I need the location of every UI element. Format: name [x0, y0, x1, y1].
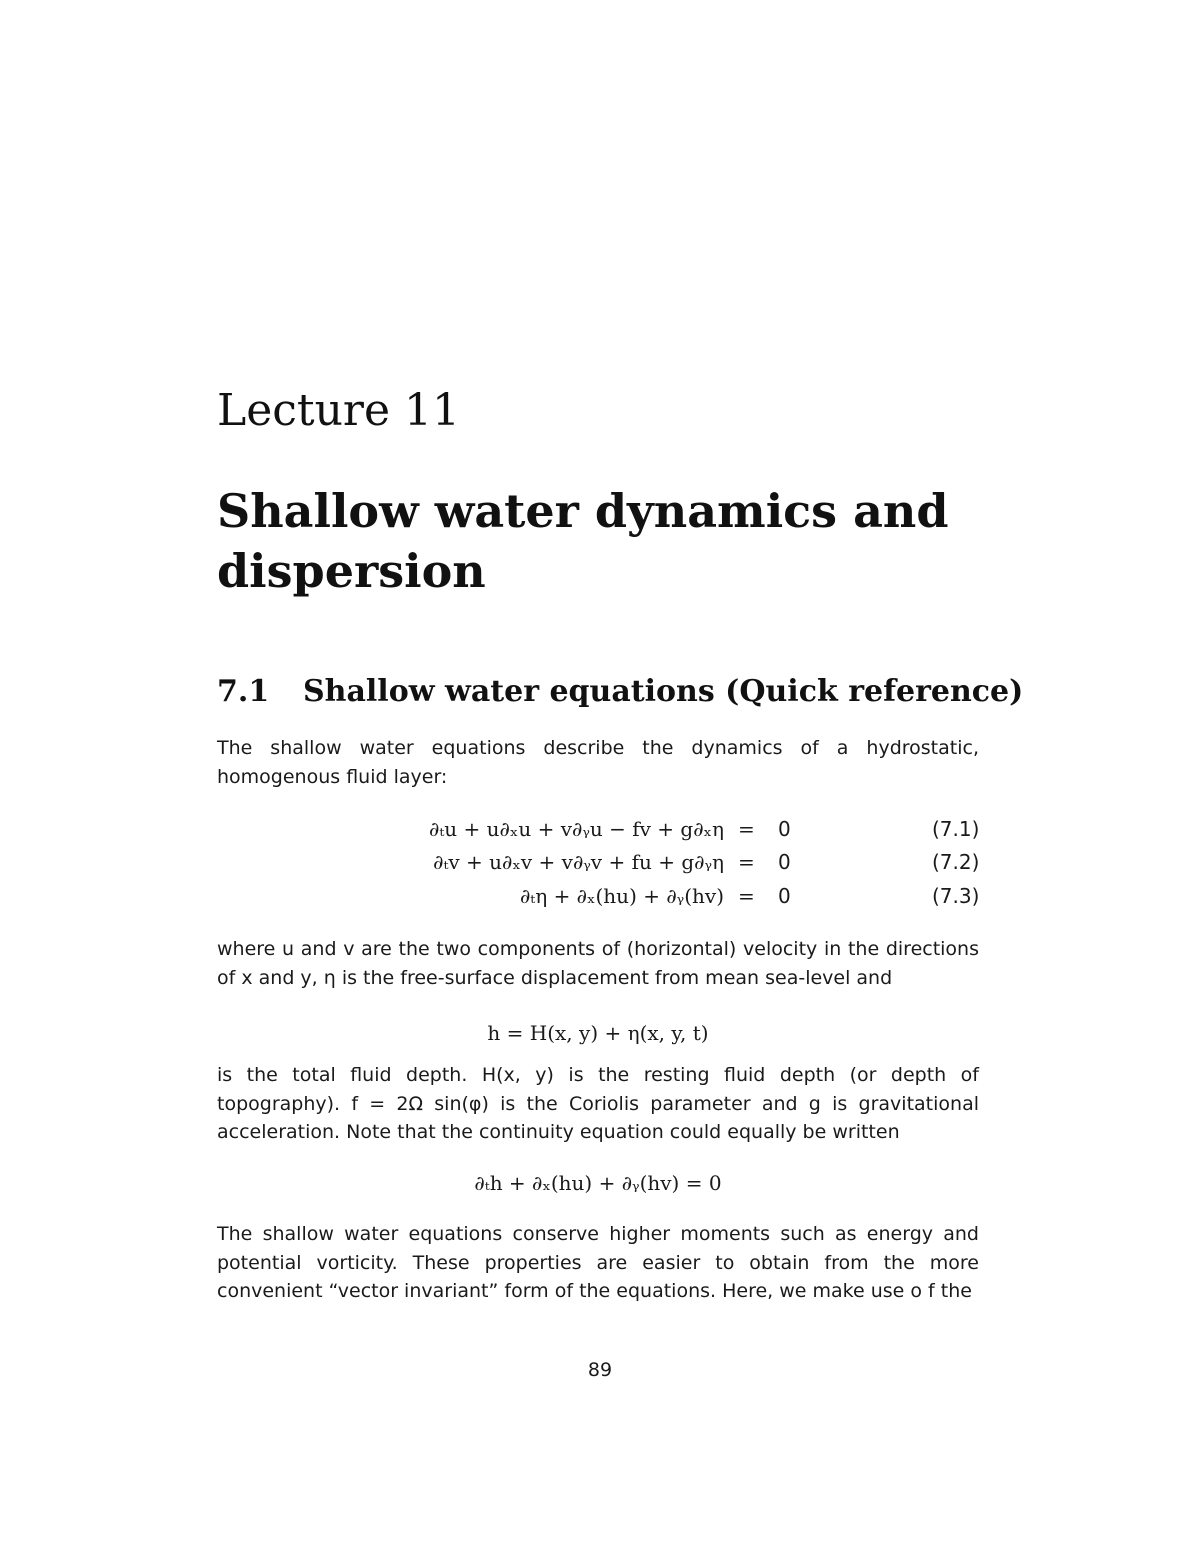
equation-rhs: 0	[778, 850, 791, 874]
section-title: Shallow water equations (Quick reference)	[303, 674, 1024, 709]
equation-number: (7.3)	[932, 884, 980, 908]
where-paragraph: where u and v are the two components of (horizontal) velocity in the directions of x and y, η is the free-surface displacement from mean sea-level and	[217, 938, 979, 989]
intro-paragraph: The shallow water equations describe the dynamics of a hydrostatic, homogenous fluid layer:	[217, 737, 979, 788]
section-heading	[217, 672, 1024, 712]
equation-relation: =	[738, 817, 755, 841]
equation-number: (7.1)	[932, 817, 980, 841]
equation-relation: =	[738, 850, 755, 874]
equation-lhs: ∂ₜη + ∂ₓ(hu) + ∂ᵧ(hv)	[519, 884, 724, 908]
section-number: 7.1	[217, 674, 270, 709]
equation-lhs: ∂ₜu + u∂ₓu + v∂ᵧu − fv + g∂ₓη	[429, 817, 724, 841]
page-number: 89	[587, 1359, 613, 1381]
depth-equation: h = H(x, y) + η(x, y, t)	[487, 1021, 709, 1045]
equation-rhs: 0	[778, 817, 791, 841]
chapter-label: Lecture 11	[217, 385, 460, 436]
equation-relation: =	[738, 884, 755, 908]
depth-paragraph: is the total fluid depth. H(x, y) is the resting fluid depth (or depth of topography). f = 2Ω sin(φ) is the Coriolis parameter and g is gravitational acceleration. Note that the continuity equation could equally be written	[217, 1064, 979, 1143]
equation-lhs: ∂ₜv + u∂ₓv + v∂ᵧv + fu + g∂ᵧη	[433, 850, 724, 874]
equation-number: (7.2)	[932, 850, 980, 874]
continuity-equation: ∂ₜh + ∂ₓ(hu) + ∂ᵧ(hv) = 0	[474, 1171, 722, 1195]
conservation-paragraph: The shallow water equations conserve higher moments such as energy and potential vorticity. These properties are easier to obtain from the more convenient “vector invariant” form of the equations. Here, we make use o f the	[217, 1223, 979, 1302]
chapter-title: Shallow water dynamics and dispersion	[217, 484, 949, 598]
equation-rhs: 0	[778, 884, 791, 908]
